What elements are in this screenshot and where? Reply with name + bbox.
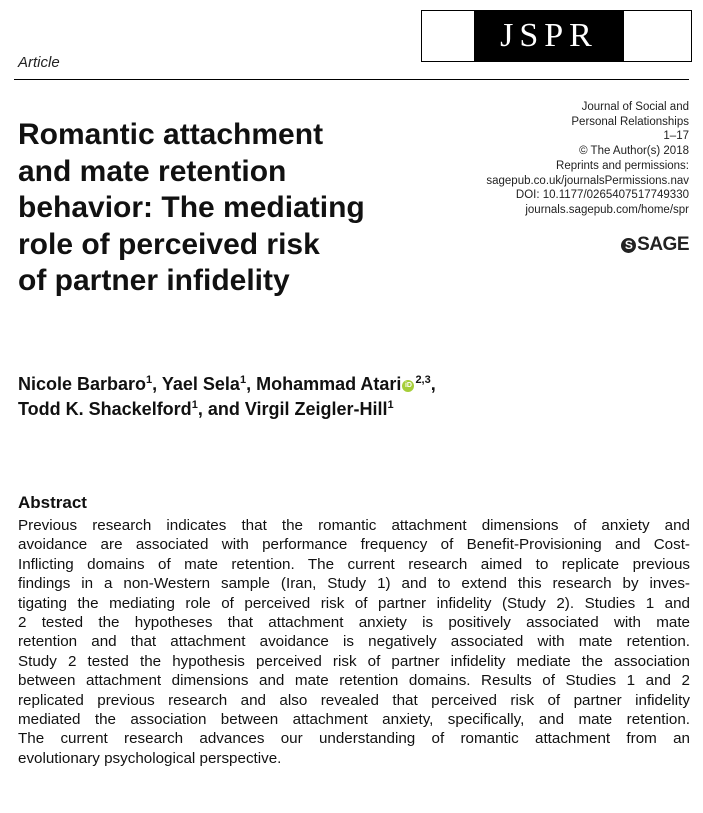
abstract-line: The current research advances our understanding of romantic attachment from an [18,730,690,748]
abstract-line: replicated previous research and also revealed that perceived risk of partner infidelity [18,691,690,709]
article-title [18,117,438,300]
header-divider [14,79,689,80]
abstract-line: tigating the mediating role of perceived risk of partner infidelity (Study 2). Studies 1 and [18,594,690,612]
abstract-line: between attachment dimensions and mate retention domains. Results of Studies 1 and 2 [18,672,690,690]
author-separator: , [430,374,436,394]
journal-logo [421,10,692,62]
abstract-line: mediated the association between attachment anxiety, specifically, and mate retention. [18,710,690,728]
reprints-link[interactable]: sagepub.co.uk/journalsPermissions.nav [486,174,689,187]
sage-icon: S [621,238,636,253]
doi[interactable]: DOI: 10.1177/0265407517749330 [515,189,689,202]
author-name: Virgil Zeigler-Hill [244,399,388,419]
author-affiliation: 1 [191,399,198,411]
author-affiliation: 1 [239,374,247,386]
orcid-icon[interactable]: iD [402,380,414,392]
abstract-line: 2 tested the hypotheses that attachment anxiety is positively associated with mate [18,613,690,631]
author-name: Mohammad Atari [256,374,402,394]
journal-metadata [486,100,689,218]
abstract-line: Study 2 tested the hypothesis perceived risk of partner infidelity mediate the association [18,652,690,670]
author-line [18,397,618,422]
title-line: role of perceived risk [18,227,320,261]
journal-name-line: Personal Relationships [571,115,689,128]
reprints-label: Reprints and permissions: [556,159,689,172]
author-name: Todd K. Shackelford [18,399,192,419]
abstract-line: Previous research indicates that the romantic attachment dimensions of anxiety and [18,517,690,534]
author-name: Nicole Barbaro [18,374,147,394]
article-type-label: Article [18,54,60,71]
author-list [18,372,618,422]
abstract-line: evolutionary psychological perspective. [18,749,282,767]
author-line [18,372,618,397]
author-name: Yael Sela [161,374,240,394]
publisher-logo [621,234,689,256]
abstract-heading: Abstract [18,493,87,512]
abstract-line: retention and that attachment avoidance is negatively associated with mate retention. [18,633,690,651]
abstract-line: Inflicting domains of mate retention. The current research aimed to replicate previous [18,555,690,573]
journal-link[interactable]: journals.sagepub.com/home/spr [525,203,689,216]
author-separator: , and [197,399,245,419]
author-affiliation: 1 [387,399,394,411]
abstract-line: avoidance are associated with performance frequency of Benefit-Provisioning and Cost- [18,536,690,554]
journal-logo-text: JSPR [474,11,624,61]
title-line: behavior: The mediating [18,191,365,224]
author-affiliation: 2,3 [415,374,431,386]
author-separator: , [246,374,257,394]
author-affiliation: 1 [146,374,153,386]
abstract-body [18,516,690,768]
page-range: 1–17 [663,130,689,143]
abstract-line: findings in a non-Western sample (Iran, Study 1) and to extend this research by inves- [18,575,690,593]
title-line: Romantic attachment [18,118,324,151]
publisher-name: SAGE [637,234,689,255]
author-separator: , [152,374,162,394]
copyright: © The Author(s) 2018 [579,145,689,158]
title-line: and mate retention [18,154,287,188]
journal-name-line: Journal of Social and [581,101,689,113]
title-line: of partner infidelity [18,264,290,297]
